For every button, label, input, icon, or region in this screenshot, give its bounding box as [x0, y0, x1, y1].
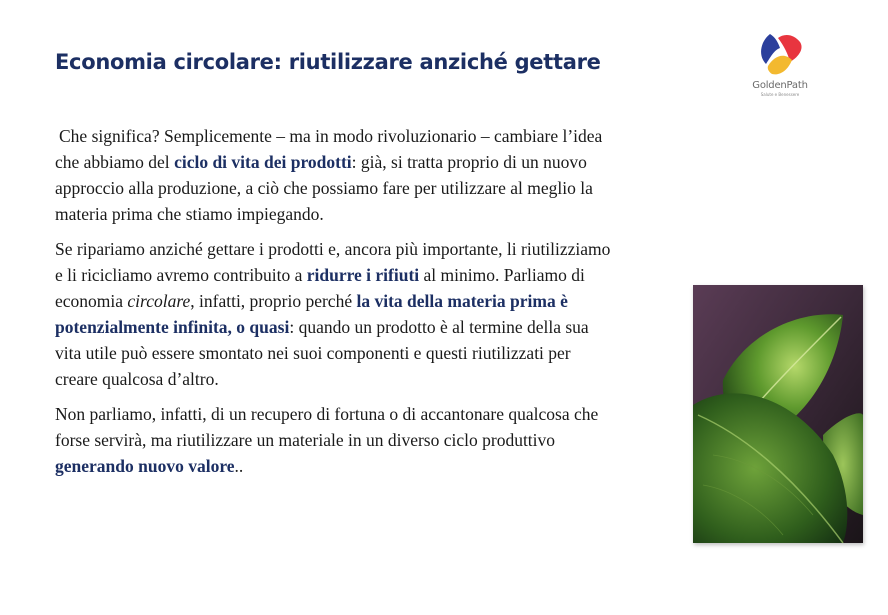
body-text: [55, 123, 615, 488]
paragraph-2-italic: circolare: [127, 291, 191, 311]
paragraph-2-text-d: : quando un prodotto è al termine della sua vita utile può essere smontato nei suoi componenti e questi riutilizzati per creare qualcosa d’altro.: [55, 317, 589, 389]
paragraph-3-text-b: ..: [234, 456, 244, 476]
paragraph-1-text-a: Che significa? Semplicemente – ma in modo rivoluzionario – cambiare l’idea che abbiamo del: [55, 126, 603, 172]
paragraph-2-highlight-a: ridurre i rifiuti: [306, 265, 420, 285]
paragraph-3-highlight: generando nuovo valore: [55, 456, 235, 476]
paragraph-1-highlight: ciclo di vita dei prodotti: [174, 152, 352, 172]
logo-mark-icon: [750, 30, 810, 80]
goldenpath-logo: [742, 30, 818, 100]
logo-name: GoldenPath: [752, 80, 808, 91]
logo-tagline: Salute e Benessere: [760, 92, 800, 97]
paragraph-2-highlight-b: la vita della materia prima è potenzialmente infinita, o quasi: [55, 291, 568, 337]
paragraph-1-text-b: : già, si tratta proprio di un nuovo approccio alla produzione, a ciò che possiamo fare per utilizzare al meglio la materia prima che stiamo impiegando.: [55, 152, 593, 224]
paragraph-2-text-a: Se ripariamo anziché gettare i prodotti e, ancora più importante, li riutilizziamo e li ricicliamo avremo contribuito a: [55, 239, 611, 285]
leaf-image-icon: [693, 285, 863, 543]
leaves-photo: [693, 285, 863, 543]
paragraph-2-text-b: al minimo. Parliamo di economia: [55, 265, 585, 311]
paragraph-3: [55, 401, 615, 479]
paragraph-3-text-a: Non parliamo, infatti, di un recupero di fortuna o di accantonare qualcosa che forse servirà, ma riutilizzare un materiale in un diverso ciclo produttivo: [55, 404, 599, 450]
slide-title: Economia circolare: riutilizzare anziché gettare: [55, 50, 601, 74]
paragraph-2-text-c: , infatti, proprio perché: [190, 291, 357, 311]
paragraph-2: [55, 236, 615, 392]
paragraph-1: [55, 123, 615, 227]
